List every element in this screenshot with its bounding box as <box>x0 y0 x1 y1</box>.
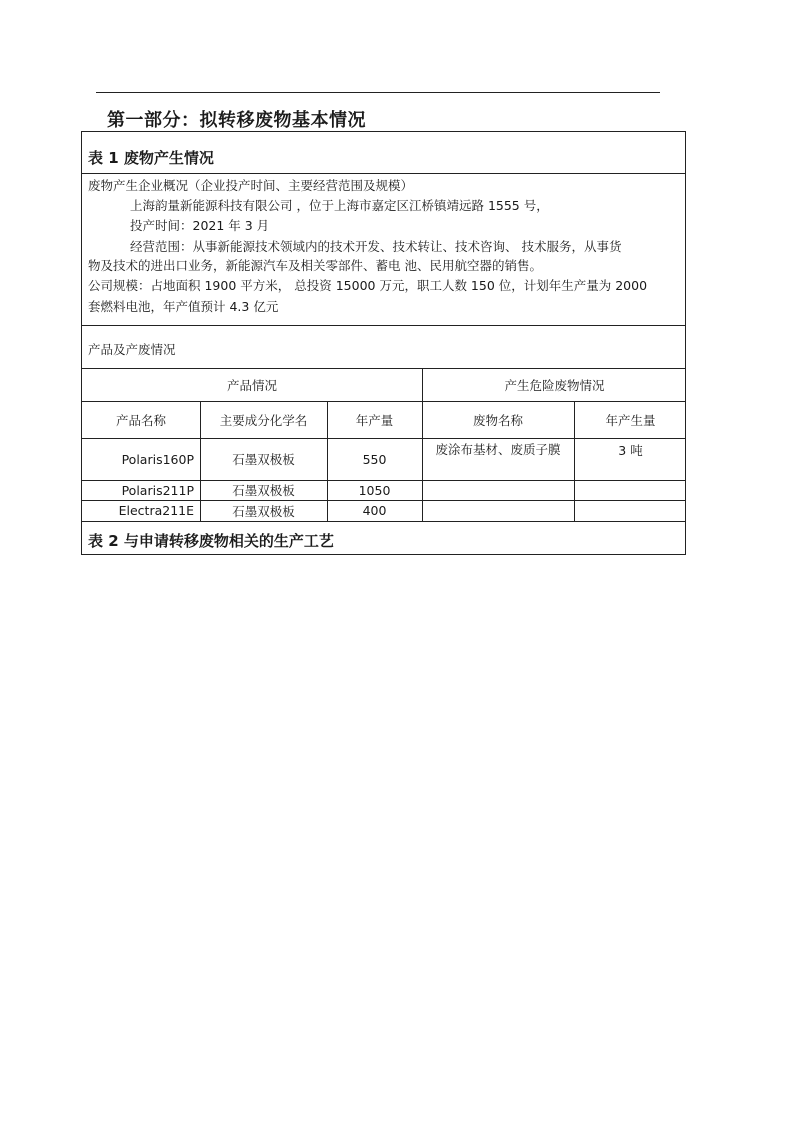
table1-title: 表 1 废物产生情况 <box>88 149 214 167</box>
table-row-1-output: 550 <box>362 451 387 467</box>
group-header-products: 产品情况 <box>226 377 277 393</box>
group-header-waste: 产生危险废物情况 <box>504 377 605 393</box>
scale-line-2: 套燃料电池，年产值预计 4.3 亿元 <box>88 299 279 314</box>
table-row-3-component: 石墨双极板 <box>232 503 295 519</box>
waste-table-frame <box>81 131 686 555</box>
table-row-2-output: 1050 <box>358 482 391 498</box>
start-time: 投产时间：2021 年 3 月 <box>130 218 270 233</box>
table-row-1-waste-amount: 3 吨 <box>618 443 643 458</box>
business-line-2: 物及技术的进出口业务，新能源汽车及相关零部件、蓄电 池、民用航空器的销售。 <box>88 258 542 273</box>
table-row-1-name: Polaris160P <box>121 451 194 467</box>
table-row-2-name: Polaris211P <box>121 482 194 498</box>
table-row-2-component: 石墨双极板 <box>232 483 295 498</box>
divider <box>82 173 685 174</box>
section-title: 第一部分：拟转移废物基本情况 <box>107 110 366 131</box>
divider <box>82 325 685 326</box>
col-header-product-name: 产品名称 <box>115 412 166 428</box>
products-grid <box>82 368 685 521</box>
products-label: 产品及产废情况 <box>88 342 176 357</box>
table-row-1-waste-name: 废涂布基材、废质子膜 <box>435 442 561 457</box>
scale-line-1: 公司规模：占地面积 1900 平方米， 总投资 15000 万元，职工人数 150 位，计划年生产量为 2000 <box>88 278 648 293</box>
company-line: 上海韵量新能源科技有限公司 ，位于上海市嘉定区江桥镇靖远路 1555 号， <box>130 198 549 213</box>
overview-label: 废物产生企业概况（企业投产时间、主要经营范围及规模） <box>88 178 414 193</box>
col-header-component: 主要成分化学名 <box>219 412 308 428</box>
top-rule <box>96 92 660 93</box>
table-row-3-name: Electra211E <box>118 503 194 518</box>
business-line-1: 经营范围：从事新能源技术领域内的技术开发、技术转让、技术咨询、 技术服务，从事货 <box>130 239 622 254</box>
divider <box>82 521 685 522</box>
col-header-output: 年产量 <box>355 412 394 428</box>
col-header-waste-name: 废物名称 <box>472 412 523 428</box>
col-header-waste-amount: 年产生量 <box>605 412 656 428</box>
table-row-3-output: 400 <box>362 503 387 518</box>
table-row-1-component: 石墨双极板 <box>232 452 295 467</box>
table2-title: 表 2 与申请转移废物相关的生产工艺 <box>88 532 334 550</box>
